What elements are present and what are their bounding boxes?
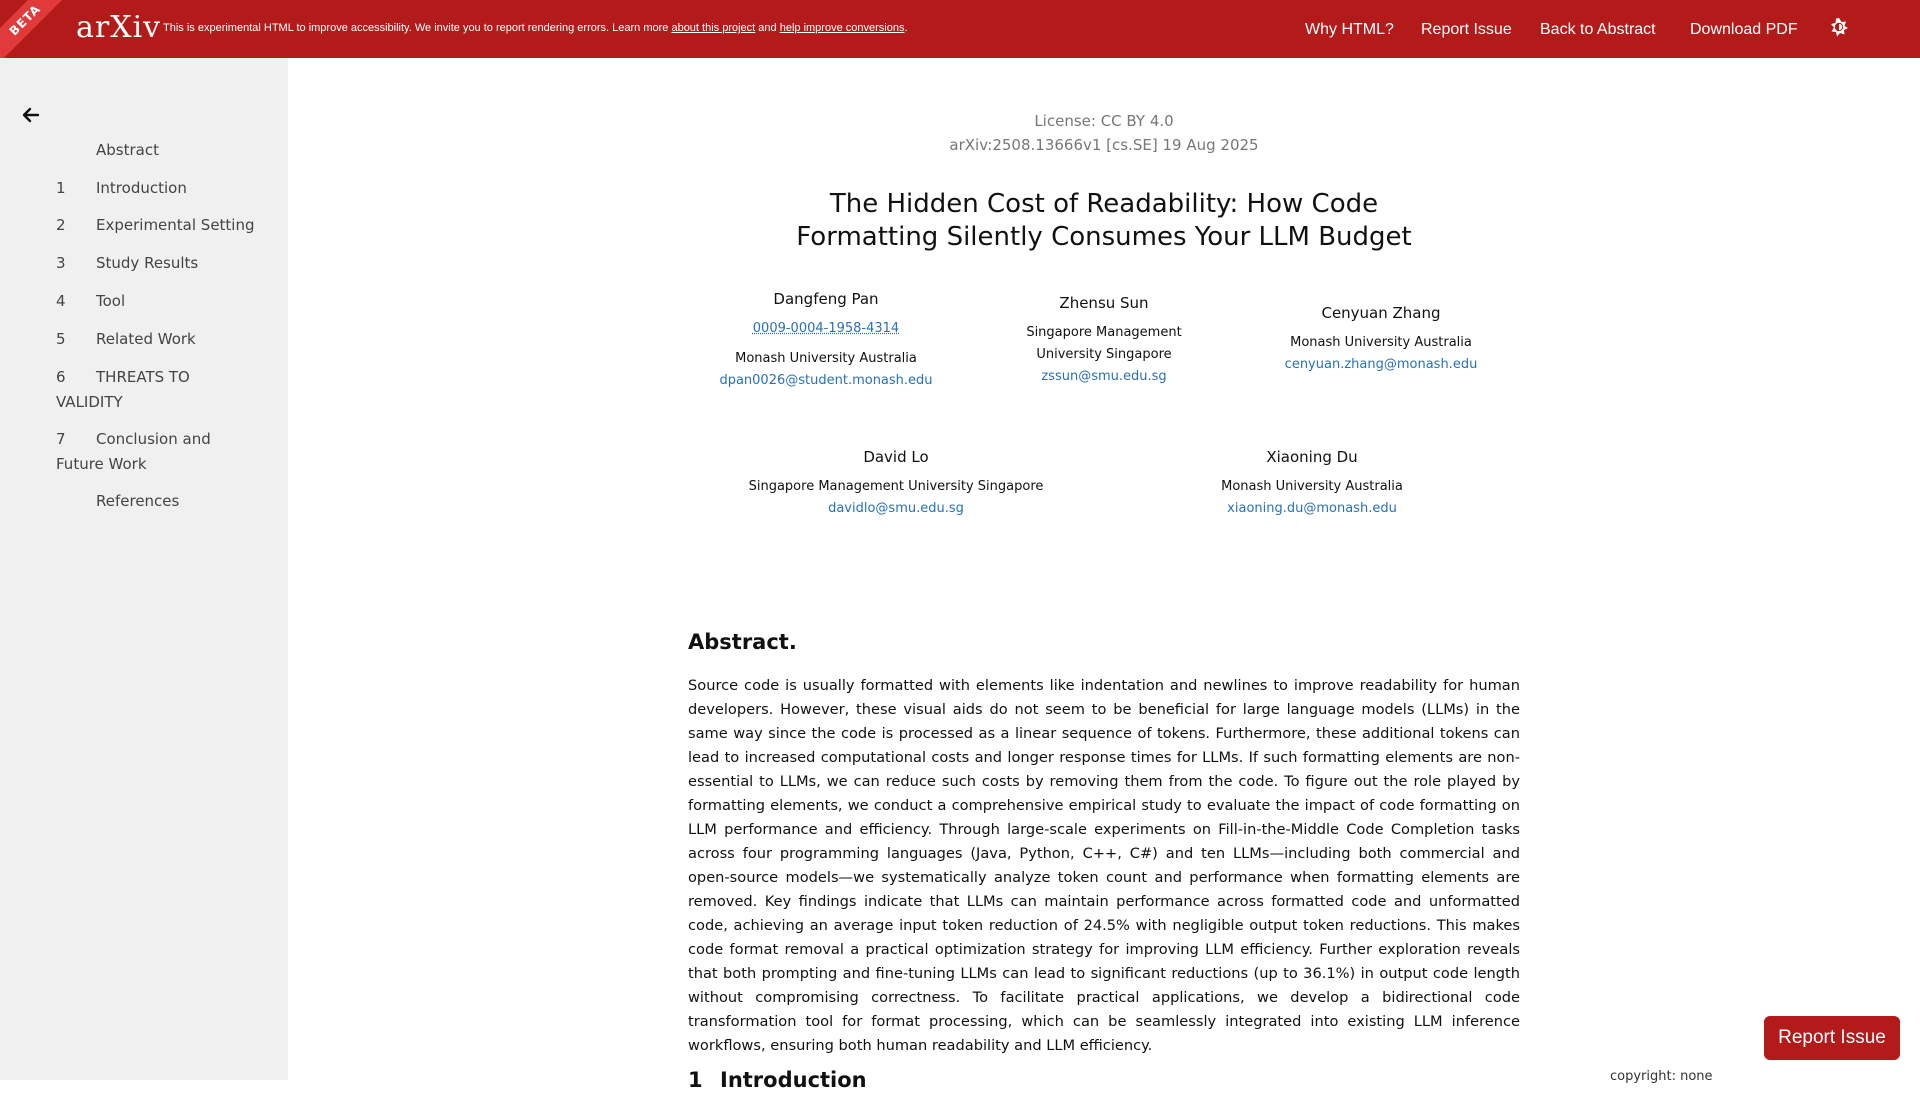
author-affiliation: Singapore Management — [1026, 325, 1182, 340]
author-card — [1262, 300, 1500, 376]
author-affiliation: Monash University Australia — [1221, 479, 1403, 494]
toc-label: Study Results — [96, 254, 199, 272]
author-card — [1192, 444, 1432, 520]
toc-label: Experimental Setting — [96, 216, 255, 234]
toc-num: 1 — [56, 179, 66, 197]
toc-num: 6 — [56, 368, 66, 386]
author-email-link[interactable]: dpan0026@student.monash.edu — [719, 373, 933, 388]
author-card — [706, 286, 946, 392]
toc-item-threats-to-validity[interactable] — [56, 365, 216, 415]
toc-label: Conclusion and Future Work — [56, 430, 211, 473]
experimental-notice — [163, 21, 908, 35]
about-project-link[interactable]: about this project — [671, 22, 756, 34]
author-orcid-link[interactable]: 0009-0004-1958-4314 — [752, 321, 900, 336]
arxiv-logo[interactable]: arXiv — [76, 10, 162, 45]
author-name: Cenyuan Zhang — [1321, 304, 1441, 322]
toc-num: 7 — [56, 430, 66, 448]
license-text: License: CC BY 4.0 — [1034, 112, 1174, 130]
author-email-link[interactable]: xiaoning.du@monash.edu — [1227, 501, 1397, 516]
toc-label: Related Work — [96, 330, 196, 348]
abstract-heading: Abstract. — [688, 630, 797, 654]
author-name: Xiaoning Du — [1266, 448, 1358, 466]
notice-and: and — [758, 22, 777, 34]
author-name: Zhensu Sun — [1059, 294, 1149, 312]
nav-download-pdf[interactable]: Download PDF — [1690, 21, 1798, 38]
arrow-left-icon[interactable] — [20, 104, 42, 126]
author-email-link[interactable]: cenyuan.zhang@monash.edu — [1284, 357, 1478, 372]
toc-num: 2 — [56, 216, 66, 234]
toc-sidebar — [0, 58, 288, 1080]
author-card — [736, 444, 1056, 520]
notice-text: This is experimental HTML to improve accessibility. We invite you to report rendering errors. Learn more — [163, 22, 669, 34]
toc-item-introduction[interactable] — [56, 176, 268, 201]
theme-toggle-icon[interactable] — [1829, 17, 1849, 37]
top-banner — [0, 0, 1920, 58]
author-email-link[interactable]: davidlo@smu.edu.sg — [828, 501, 964, 516]
toc-item-experimental-setting[interactable] — [56, 213, 268, 238]
toc-label: References — [96, 492, 180, 510]
author-affiliation: Monash University Australia — [735, 351, 917, 366]
toc-label: Abstract — [96, 141, 159, 159]
title-line-2: Formatting Silently Consumes Your LLM Budget — [796, 222, 1412, 252]
toc-item-related-work[interactable] — [56, 327, 268, 352]
report-issue-button[interactable]: Report Issue — [1764, 1016, 1900, 1060]
section-title: Introduction — [720, 1068, 867, 1092]
toc-num: 3 — [56, 254, 66, 272]
title-line-1: The Hidden Cost of Readability: How Code — [829, 189, 1379, 219]
author-name: David Lo — [863, 448, 929, 466]
arxiv-identifier: arXiv:2508.13666v1 [cs.SE] 19 Aug 2025 — [949, 136, 1259, 154]
author-affiliation: Singapore Management University Singapore — [748, 479, 1044, 494]
author-name: Dangfeng Pan — [773, 290, 879, 308]
toc-label: Tool — [96, 292, 126, 310]
help-improve-link[interactable]: help improve conversions — [779, 22, 905, 34]
notice-end: . — [904, 22, 908, 34]
toc-item-conclusion[interactable] — [56, 427, 221, 477]
author-card — [1002, 290, 1206, 388]
abstract-body: Source code is usually formatted with elements like indentation and newlines to improve readability for human developers. However, these visual aids do not seem to be beneficial for large language models (LLMs) in the same way since the code is processed as a linear sequence of tokens. Furthermore, these additional tokens can lead to increased computational costs and longer response times for LLMs. If such formatting elements are non-essential to LLMs, we can reduce such costs by removing them from the code. To figure out the role played by formatting elements, we conduct a comprehensive empirical study to evaluate the impact of code formatting on LLM performance and efficiency. Through large-scale experiments on Fill-in-the-Middle Code Completion tasks across four programming languages (Java, Python, C++, C#) and ten LLMs—including both commercial and open-source models—we systematically analyze token count and performance when formatting elements are removed. Key findings indicate that LLMs can maintain performance across formatted code and unformatted code, achieving an average input token reduction of 24.5% with negligible output token reductions. This makes code format removal a practical optimization strategy for improving LLM efficiency. Further exploration reveals that both prompting and fine-tuning LLMs can lead to significant reductions (up to 36.1%) in output code length without compromising correctness. To facilitate practical applications, we develop a bidirectional code transformation tool for format processing, which can be seamlessly integrated into existing LLM inference workflows, ensuring both human readability and LLM efficiency. — [688, 677, 1520, 1054]
toc-item-abstract[interactable] — [56, 138, 268, 163]
toc-label: THREATS TO VALIDITY — [56, 368, 190, 411]
nav-why-html[interactable]: Why HTML? — [1305, 21, 1394, 38]
toc-label: Introduction — [96, 179, 187, 197]
nav-report-issue[interactable]: Report Issue — [1421, 21, 1512, 38]
introduction-heading — [688, 1066, 867, 1094]
toc-num: 5 — [56, 330, 66, 348]
paper-title — [760, 188, 1448, 254]
author-affiliation-2: University Singapore — [1036, 347, 1172, 362]
toc-num: 4 — [56, 292, 66, 310]
toc-item-references[interactable] — [56, 489, 268, 514]
beta-ribbon: BETA — [0, 0, 75, 58]
author-email-link[interactable]: zssun@smu.edu.sg — [1041, 369, 1167, 384]
nav-back-to-abstract[interactable]: Back to Abstract — [1540, 21, 1656, 38]
author-affiliation: Monash University Australia — [1290, 335, 1472, 350]
toc-item-tool[interactable] — [56, 289, 268, 314]
section-number: 1 — [688, 1068, 703, 1092]
toc-item-study-results[interactable] — [56, 251, 268, 276]
copyright-note: copyright: none — [1610, 1069, 1713, 1084]
